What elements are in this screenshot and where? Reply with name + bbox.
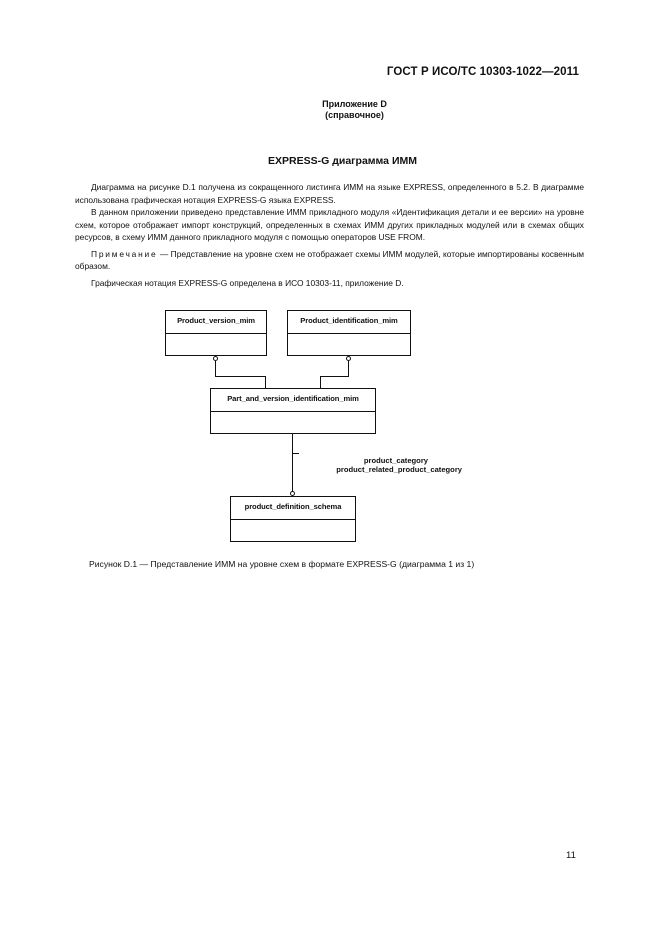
connector-line: [215, 361, 216, 377]
schema-box-part-and-version-identification-mim: [210, 388, 376, 434]
schema-box-label: Product_version_mim: [166, 311, 266, 334]
page-number: 11: [566, 850, 576, 861]
connector-line: [265, 376, 266, 388]
relation-label-product-related-product-category: product_related_product_category: [336, 465, 462, 474]
section-title: EXPRESS-G диаграмма ИММ: [268, 155, 417, 167]
schema-box-label: product_definition_schema: [231, 497, 355, 520]
figure-caption: Рисунок D.1 — Представление ИММ на уровне схем в формате EXPRESS-G (диаграмма 1 из 1): [89, 559, 475, 569]
schema-box-label: Product_identification_mim: [288, 311, 410, 334]
note-text: — Представление на уровне схем не отображает схемы ИММ модулей, которые импортированы косвенным образом.: [75, 248, 584, 271]
annex-title: Приложение D: [322, 99, 387, 109]
schema-box-product-identification-mim: [287, 310, 411, 356]
note-label: Примечание: [91, 248, 158, 259]
schema-box-label: Part_and_version_identification_mim: [211, 389, 375, 412]
paragraph-1: Диаграмма на рисунке D.1 получена из сокращенного листинга ИММ на языке EXPRESS, определенного в 5.2. В диаграмме использована графическая нотация EXPRESS-G языка EXPRESS.: [75, 182, 584, 205]
relation-label-product-category: product_category: [363, 456, 428, 465]
annex-subtitle: (справочное): [325, 110, 384, 120]
connector-line: [292, 434, 293, 492]
paragraph-2: В данном приложении приведено представление ИММ прикладного модуля «Идентификация детали и ее версии» на уровне схем, которое отображает импорт конструкций, определенных в схемах ИММ других прикладных модулей или в схемах общих ресурсов, в схему ИММ данного прикладного модуля с помощью операторов USE FROM.: [75, 207, 584, 242]
standard-code: ГОСТ Р ИСО/ТС 10303-1022—2011: [386, 66, 579, 78]
schema-box-product-definition-schema: [230, 496, 356, 542]
schema-box-product-version-mim: [165, 310, 267, 356]
connector-line: [348, 361, 349, 377]
paragraph-3: Графическая нотация EXPRESS-G определена в ИСО 10303-11, приложение D.: [91, 277, 404, 288]
connector-line: [320, 376, 349, 377]
connector-hook: [292, 453, 299, 454]
connector-line: [320, 376, 321, 388]
connector-line: [215, 376, 266, 377]
